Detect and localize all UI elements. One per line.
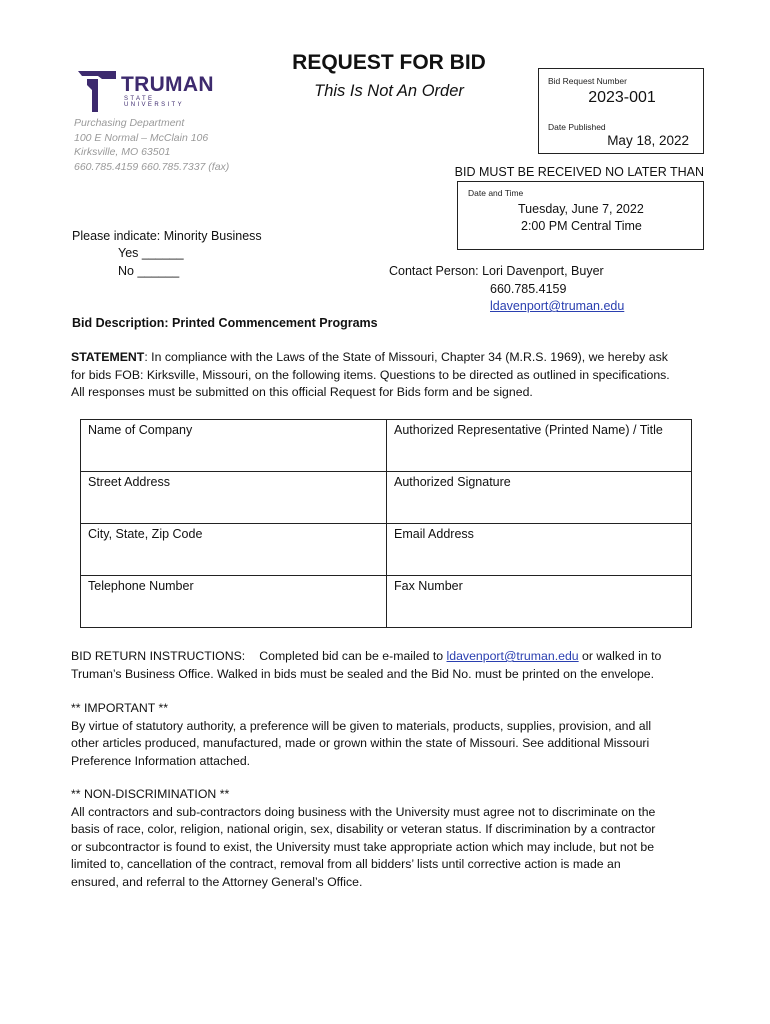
- dept-line: 660.785.4159 660.785.7337 (fax): [74, 160, 230, 173]
- bidder-info-table: [80, 419, 692, 628]
- truman-t-icon: [76, 68, 118, 112]
- bid-number-box: [538, 68, 704, 154]
- nondiscrimination-line: or subcontractor is found to exist, the University must take appropriate action which may include, but not be: [71, 839, 655, 854]
- statement-line: All responses must be submitted on this official Request for Bids form and be signed.: [71, 385, 533, 400]
- important-section: [71, 700, 711, 770]
- return-email-link[interactable]: ldavenport@truman.edu: [446, 649, 579, 663]
- contact-person: Contact Person: Lori Davenport, Buyer: [389, 264, 604, 278]
- nondiscrimination-line: basis of race, color, religion, national origin, sex, disability or veteran status. If discrimination by a contractor: [71, 822, 656, 837]
- deadline-date: Tuesday, June 7, 2022: [518, 202, 644, 216]
- important-line: Preference Information attached.: [71, 753, 251, 768]
- bid-number-value: 2023-001: [588, 89, 656, 106]
- return-text: or walked in to: [578, 649, 662, 663]
- contact-phone: 660.785.4159: [490, 281, 567, 296]
- statement-line: for bids FOB: Kirksville, Missouri, on the following items. Questions to be directed as outlined in specifications.: [71, 367, 670, 382]
- street-address-field[interactable]: Street Address: [81, 472, 387, 524]
- table-row: [81, 472, 692, 524]
- statement-label: STATEMENT: [71, 350, 145, 364]
- page-subtitle: This Is Not An Order: [314, 82, 464, 100]
- logo-subtext: STATE UNIVERSITY: [124, 96, 185, 108]
- department-address: [74, 116, 229, 174]
- minority-yes[interactable]: Yes ______: [118, 246, 184, 260]
- minority-label: Please indicate: Minority Business: [72, 229, 262, 243]
- minority-no[interactable]: No ______: [118, 264, 180, 278]
- deadline-box: [457, 181, 704, 250]
- contact-block: [389, 263, 624, 316]
- contact-email-link[interactable]: ldavenport@truman.edu: [490, 299, 625, 314]
- statement-paragraph: [71, 349, 711, 402]
- statement-line: : In compliance with the Laws of the State of Missouri, Chapter 34 (M.R.S. 1969), we hereby ask: [144, 350, 668, 364]
- dept-line: Kirksville, MO 63501: [74, 146, 171, 159]
- telephone-field[interactable]: Telephone Number: [81, 576, 387, 628]
- logo-wordmark: TRUMAN: [121, 73, 214, 96]
- table-row: [81, 524, 692, 576]
- datetime-label: Date and Time: [468, 188, 524, 198]
- truman-logo: [76, 68, 216, 112]
- bid-number-label: Bid Request Number: [548, 76, 627, 86]
- date-published-value: May 18, 2022: [607, 133, 689, 148]
- return-text-line2: Truman’s Business Office. Walked in bids must be sealed and the Bid No. must be printed on the envelope.: [71, 666, 655, 681]
- nondiscrimination-line: All contractors and sub-contractors doing business with the University must agree not to discriminate on the: [71, 804, 656, 819]
- return-instructions: [71, 648, 711, 683]
- authorized-signature-field[interactable]: Authorized Signature: [387, 472, 692, 524]
- nondiscrimination-line: ensured, and referral to the Attorney General’s Office.: [71, 874, 363, 889]
- authorized-rep-field[interactable]: Authorized Representative (Printed Name) / Title: [387, 420, 692, 472]
- dept-line: 100 E Normal – McClain 106: [74, 131, 209, 144]
- email-address-field[interactable]: Email Address: [387, 524, 692, 576]
- important-line: other articles produced, manufactured, made or grown within the state of Missouri. See additional Missouri: [71, 736, 650, 751]
- bid-description: Bid Description: Printed Commencement Programs: [72, 316, 378, 330]
- nondiscrimination-section: [71, 786, 711, 892]
- page-title: REQUEST FOR BID: [292, 51, 486, 74]
- fax-field[interactable]: Fax Number: [387, 576, 692, 628]
- company-name-field[interactable]: Name of Company: [81, 420, 387, 472]
- deadline-time: 2:00 PM Central Time: [521, 219, 642, 233]
- important-line: By virtue of statutory authority, a preference will be given to materials, products, supplies, provision, and all: [71, 718, 652, 733]
- table-row: [81, 576, 692, 628]
- nondiscrimination-heading: ** NON-DISCRIMINATION **: [71, 787, 230, 801]
- city-state-zip-field[interactable]: City, State, Zip Code: [81, 524, 387, 576]
- nondiscrimination-line: limited to, cancellation of the contract, removal from all bidders’ lists until corrective action is made an: [71, 857, 621, 872]
- return-text: Completed bid can be e-mailed to: [259, 649, 447, 663]
- dept-line: Purchasing Department: [74, 117, 185, 129]
- table-row: [81, 420, 692, 472]
- important-heading: ** IMPORTANT **: [71, 701, 169, 715]
- return-label: BID RETURN INSTRUCTIONS:: [71, 649, 246, 663]
- date-published-label: Date Published: [548, 122, 606, 132]
- deadline-heading: BID MUST BE RECEIVED NO LATER THAN: [454, 165, 704, 179]
